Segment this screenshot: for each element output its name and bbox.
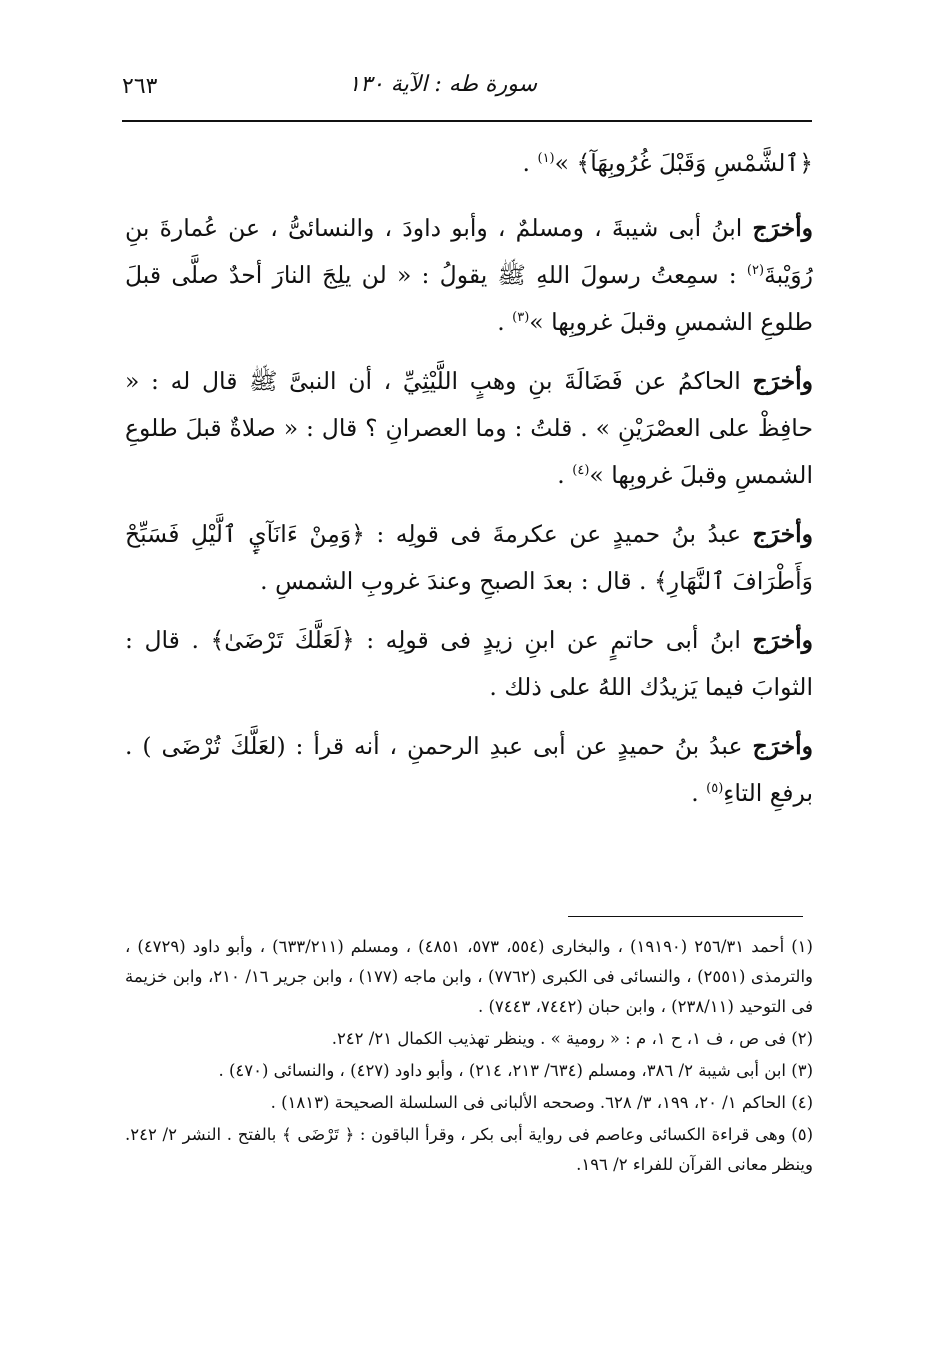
footnote-divider xyxy=(568,916,803,917)
paragraph xyxy=(125,358,813,499)
paragraph-end: . xyxy=(497,308,513,336)
footnote-ref: (٣) xyxy=(512,310,530,326)
paragraph xyxy=(125,617,813,711)
paragraph-text: عبدُ بنُ حميدٍ عن أبى عبدِ الرحمنِ ، أنه قرأ : (لعَلَّكَ تُرْضَى ) . برفعِ التاءِ xyxy=(125,732,813,807)
paragraph xyxy=(125,511,813,605)
header-divider xyxy=(122,120,812,122)
paragraph-text: الحاكمُ عن فَضَالَةَ بنِ وهبٍ اللَّيْثِيِّ ، أن النبىَّ ﷺ قال له : « حافِظْ على العصْرَيْنِ » . قلتُ : وما العصرانِ ؟ قال : « صلاةٌ قبلَ طلوعِ الشمسِ وقبلَ غروبِها » xyxy=(125,367,813,489)
running-title: سورة طه : الآية ١٣٠ xyxy=(348,72,537,97)
footnote: (٤) الحاكم ١/ ٢٠، ١٩٩، ٣/ ٦٢٨. وصححه الألبانى فى السلسلة الصحيحة (١٨١٣) . xyxy=(270,1093,813,1112)
footnote-ref: (٥) xyxy=(706,781,724,797)
paragraph-text: ابنُ أبى شيبةَ ، ومسلمٌ ، وأبو داودَ ، والنسائىُّ ، عن عُمارةَ بنِ رُوَيْبةَ xyxy=(125,214,813,289)
paragraph-lead: وأخرَج xyxy=(752,520,813,548)
footnote-ref: (٢) xyxy=(746,263,765,279)
paragraph xyxy=(125,723,813,817)
footnote-ref: (٤) xyxy=(572,463,590,479)
paragraph-lead: وأخرَج xyxy=(752,626,813,654)
footnotes xyxy=(125,932,813,1182)
page-header xyxy=(122,72,812,110)
main-text xyxy=(125,140,813,829)
paragraph xyxy=(125,205,813,346)
paragraph-lead: وأخرَج xyxy=(752,214,813,242)
paragraph-text: ابنُ أبى حاتمٍ عن ابنِ زيدٍ فى قولِه : ﴿لَعَلَّكَ تَرْضَىٰ﴾ . قال : الثوابَ فيما يَزيدُك اللهُ على ذلك . xyxy=(125,626,813,701)
paragraph-end: . xyxy=(522,149,538,177)
paragraph-text: : سمِعتُ رسولَ اللهِ ﷺ يقولُ : « لن يلِجَ النارَ أحدٌ صلَّى قبلَ طلوعِ الشمسِ وقبلَ غروبِها » xyxy=(125,261,813,336)
paragraph-text: عبدُ بنُ حميدٍ عن عكرمةَ فى قولِه : ﴿وَمِنْ ءَانَآيِٕ ٱلَّيْلِ فَسَبِّحْ وَأَطْرَافَ ٱلنَّهَارِ﴾ . قال : بعدَ الصبحِ وعندَ غروبِ الشمسِ . xyxy=(125,520,813,595)
footnote-ref: (١) xyxy=(537,151,555,167)
paragraph xyxy=(125,140,813,187)
paragraph-lead: وأخرَج xyxy=(752,732,813,760)
page-number: ٢٦٣ xyxy=(122,74,158,99)
paragraph-end: . xyxy=(557,461,573,489)
footnote: (٣) ابن أبى شيبة ٢/ ٣٨٦، ومسلم (٦٣٤/ ٢١٣، ٢١٤) ، وأبو داود (٤٢٧) ، والنسائى (٤٧٠) . xyxy=(218,1061,813,1080)
paragraph-end: . xyxy=(691,779,707,807)
footnote: (٢) فى ص ، ف ١، ح ١، م : « رومية » . وينظر تهذيب الكمال ٢١/ ٢٤٢. xyxy=(331,1029,813,1048)
quran-verse: ﴿ٱلشَّمْسِ وَقَبْلَ غُرُوبِهَآ﴾ » xyxy=(554,149,813,177)
footnote: (١) أحمد ٢٥٦/٣١ (١٩١٩٠) ، والبخارى (٥٥٤، ٥٧٣، ٤٨٥١) ، ومسلم (٦٣٣/٢١١) ، وأبو داود (٤٧٢٩) ، والترمذى (٢٥٥١) ، والنسائى فى الكبرى (٧٧٦٢) ، وابن ماجه (١٧٧) ، وابن جرير ١٦/ ٢١٠، وابن خزيمة فى التوحيد (٢٣٨/١١) ، وابن حبان (٧٤٤٢، ٧٤٤٣) . xyxy=(125,937,813,1016)
paragraph-lead: وأخرَج xyxy=(752,367,813,395)
footnote: (٥) وهى قراءة الكسائى وعاصم فى رواية أبى بكر ، وقرأ الباقون : ﴿ تَرْضَى ﴾ بالفتح . النشر ٢/ ٢٤٢. وينظر معانى القرآن للفراء ٢/ ١٩٦. xyxy=(125,1125,813,1174)
